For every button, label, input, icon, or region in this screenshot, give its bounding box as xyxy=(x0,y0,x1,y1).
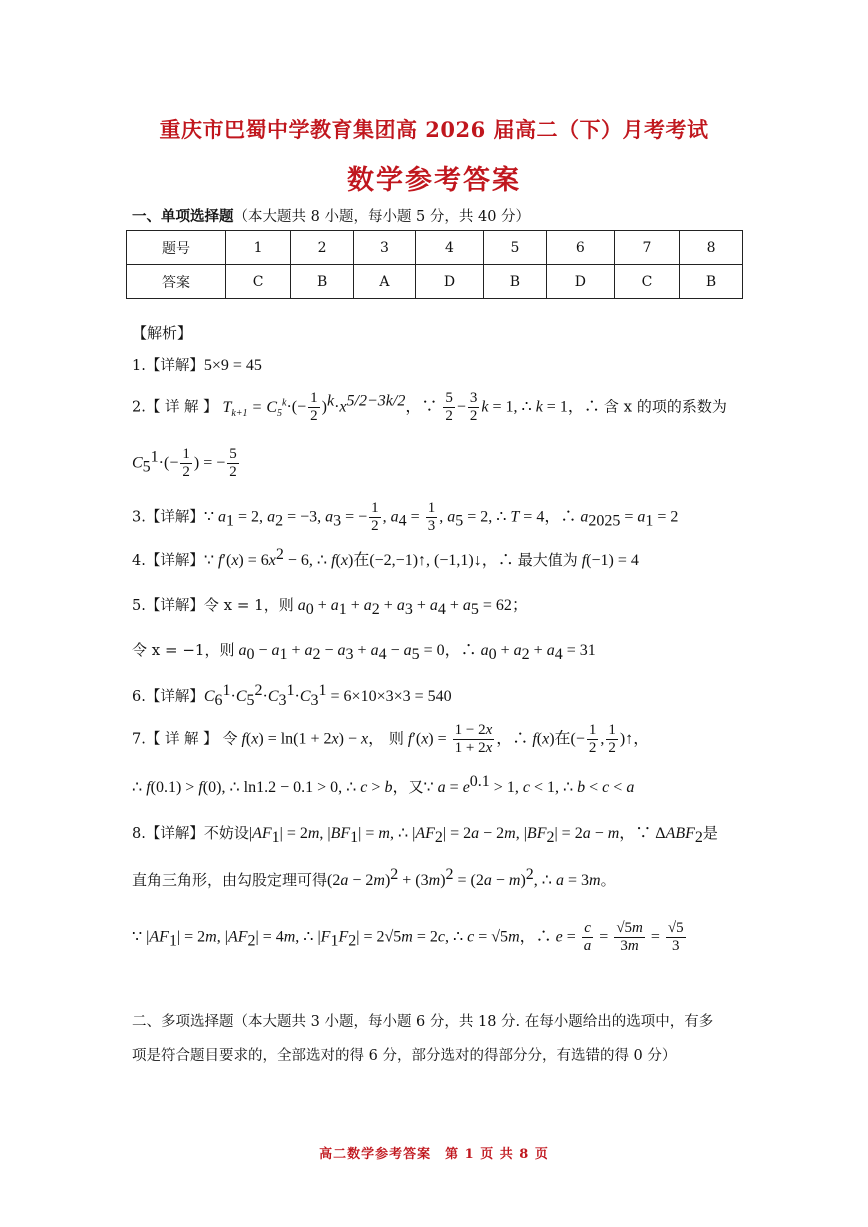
solution-text: 令 x = 1，则 xyxy=(203,596,294,614)
solution-text: 含 x 的项的系数为 xyxy=(603,397,727,416)
formula: $T_{k+1} = C_5^k$ xyxy=(222,397,287,419)
section2-heading: 二、多项选择题 xyxy=(132,1014,234,1030)
solution-7: 7.【 详 解 】 令 f(x) = ln(1 + 2x) − x， 则 f′(x) = $\frac{1 - 2x}{1 + 2x}$ ，∴ f(x)在(− $\frac{1}{2}$ , $\frac{1}{2}$ )↑， xyxy=(132,722,650,756)
solution-2-cont: $C_5^1\cdot(-$ $\frac{1}{2}$ ) = − $\frac{5}{2}$ xyxy=(132,446,237,480)
solution-5-cont: 令 x = −1，则 $a_0 - a_1 + a_2 - a_3 + a_4 - a_5 = 0$，∴ $a_0 + a_2 + a_4 = 31$ xyxy=(132,641,596,663)
table-cell: A xyxy=(354,265,416,299)
section1-heading: 一、单项选择题 xyxy=(132,208,234,225)
page-footer: 高二数学参考答案 第 1 页 共 8 页 xyxy=(319,1147,549,1162)
table-cell: 8 xyxy=(680,231,743,265)
table-cell: 3 xyxy=(354,231,416,265)
fraction: $\frac{3}{2}$ xyxy=(469,390,478,424)
answer-table xyxy=(126,230,743,299)
fraction: $\frac{1}{2}$ xyxy=(310,390,318,424)
solution-3: 3.【详解】∵ $a_1 = 2$, $a_2 = -3$, $a_3$ = − $\frac{1}{2}$ , $a_4$ = $\frac{1}{3}$ , $a_5 = 2$, ∴ T = 4，∴ $a_{2025} = a_1 = 2$ xyxy=(132,500,679,534)
section1-note: （本大题共 8 小题，每小题 5 分，共 40 分） xyxy=(233,209,531,225)
solution-label: 4.【详解】 xyxy=(132,553,204,569)
table-cell: 6 xyxy=(546,231,614,265)
table-cell: B xyxy=(680,265,743,299)
solution-text: 最大值为 xyxy=(517,551,578,569)
section2-note-line2: 项是符合题目要求的，全部选对的得 6 分，部分选对的得部分分，有选错的得 0 分） xyxy=(132,1048,677,1064)
table-cell: B xyxy=(483,265,546,299)
solution-label: 1.【详解】 xyxy=(132,358,204,374)
table-cell: B xyxy=(291,265,354,299)
section2-heading-line xyxy=(132,1010,713,1031)
solution-8: 8.【详解】不妨设$|AF_1| = 2m$, $|BF_1| = m$, ∴ $|AF_2| = 2a - 2m$, $|BF_2| = 2a - m$，∵ $\Delta ABF_2$是 xyxy=(132,824,718,846)
solution-4: 4.【详解】∵ $f'(x) = 6x^2 - 6$, ∴ f(x)在(−2,−1)↑, (−1,1)↓，∴ 最大值为 f(−1) = 4 xyxy=(132,546,639,569)
table-row-answers xyxy=(127,265,743,299)
solution-7-cont: ∴ f(0.1) > f(0), ∴ ln1.2 − 0.1 > 0, ∴ c > b，又∵ $a = e^{0.1} > 1$, c < 1, ∴ b < c < a xyxy=(132,773,635,796)
table-cell: D xyxy=(546,265,614,299)
solution-6: 6.【详解】$C_6^1\cdot C_5^2\cdot C_3^1\cdot C_3^1 = 6\times 10\times 3\times 3 = 540$ xyxy=(132,682,452,709)
table-cell: C xyxy=(226,265,291,299)
section1-heading-line xyxy=(132,205,530,226)
table-cell: C xyxy=(614,265,679,299)
table-cell: D xyxy=(415,265,483,299)
formula: 5×9 = 45 xyxy=(203,357,262,374)
solution-label: 6.【详解】 xyxy=(132,689,204,705)
solution-8-cont2: ∵ $|AF_1| = 2m$, $|AF_2| = 4m$, ∴ $|F_1F_2| = 2√5m = 2c$, ∴ c = √5m，∴ e = $\frac{c}{a}$ = $\frac{√5m}{3m}$ = $\frac{√5}{3}$ xyxy=(132,920,684,954)
section2-note: （本大题共 3 小题，每小题 6 分，共 18 分. 在每小题给出的选项中，有多 xyxy=(233,1014,714,1030)
table-cell: 2 xyxy=(291,231,354,265)
solution-label: 7.【 详 解 】 xyxy=(132,731,218,748)
table-cell: 7 xyxy=(614,231,679,265)
solution-text: 令 x = −1，则 xyxy=(132,641,235,659)
solution-label: 3.【详解】 xyxy=(132,509,204,526)
solution-label: 2.【 详 解 】 xyxy=(132,399,218,416)
table-cell: 1 xyxy=(226,231,291,265)
document-title: 重庆市巴蜀中学教育集团高 2026 届高二（下）月考考试 xyxy=(159,117,709,142)
solution-5: 5.【详解】令 x = 1，则 $a_0 + a_1 + a_2 + a_3 + a_4 + a_5 = 62$； xyxy=(132,596,528,618)
table-header-question: 题号 xyxy=(127,231,226,265)
fraction: $\frac{5}{2}$ xyxy=(445,390,453,424)
document-subtitle: 数学参考答案 xyxy=(347,165,521,196)
solution-8-cont: 直角三角形，由勾股定理可得$(2a - 2m)^2 + (3m)^2 = (2a - m)^2$, ∴ a = 3m。 xyxy=(132,866,616,889)
solution-label: 8.【详解】 xyxy=(132,826,204,842)
solution-2: 2.【 详 解 】 $T_{k+1} = C_5^k\cdot(-$ $\frac{1}{2}$ )$^k\cdot x^{5/2-3k/2}$，∵ $\frac{5}{2}$ − $\frac{3}{2}$ k = 1, ∴ k = 1，∴ 含 x 的项的系数为 xyxy=(132,390,727,424)
table-cell: 4 xyxy=(415,231,483,265)
analysis-heading: 【解析】 xyxy=(132,324,193,342)
table-header-answer: 答案 xyxy=(127,265,226,299)
solution-1 xyxy=(132,354,262,375)
table-cell: 5 xyxy=(483,231,546,265)
table-row-questions xyxy=(127,231,743,265)
solution-label: 5.【详解】 xyxy=(132,598,204,614)
